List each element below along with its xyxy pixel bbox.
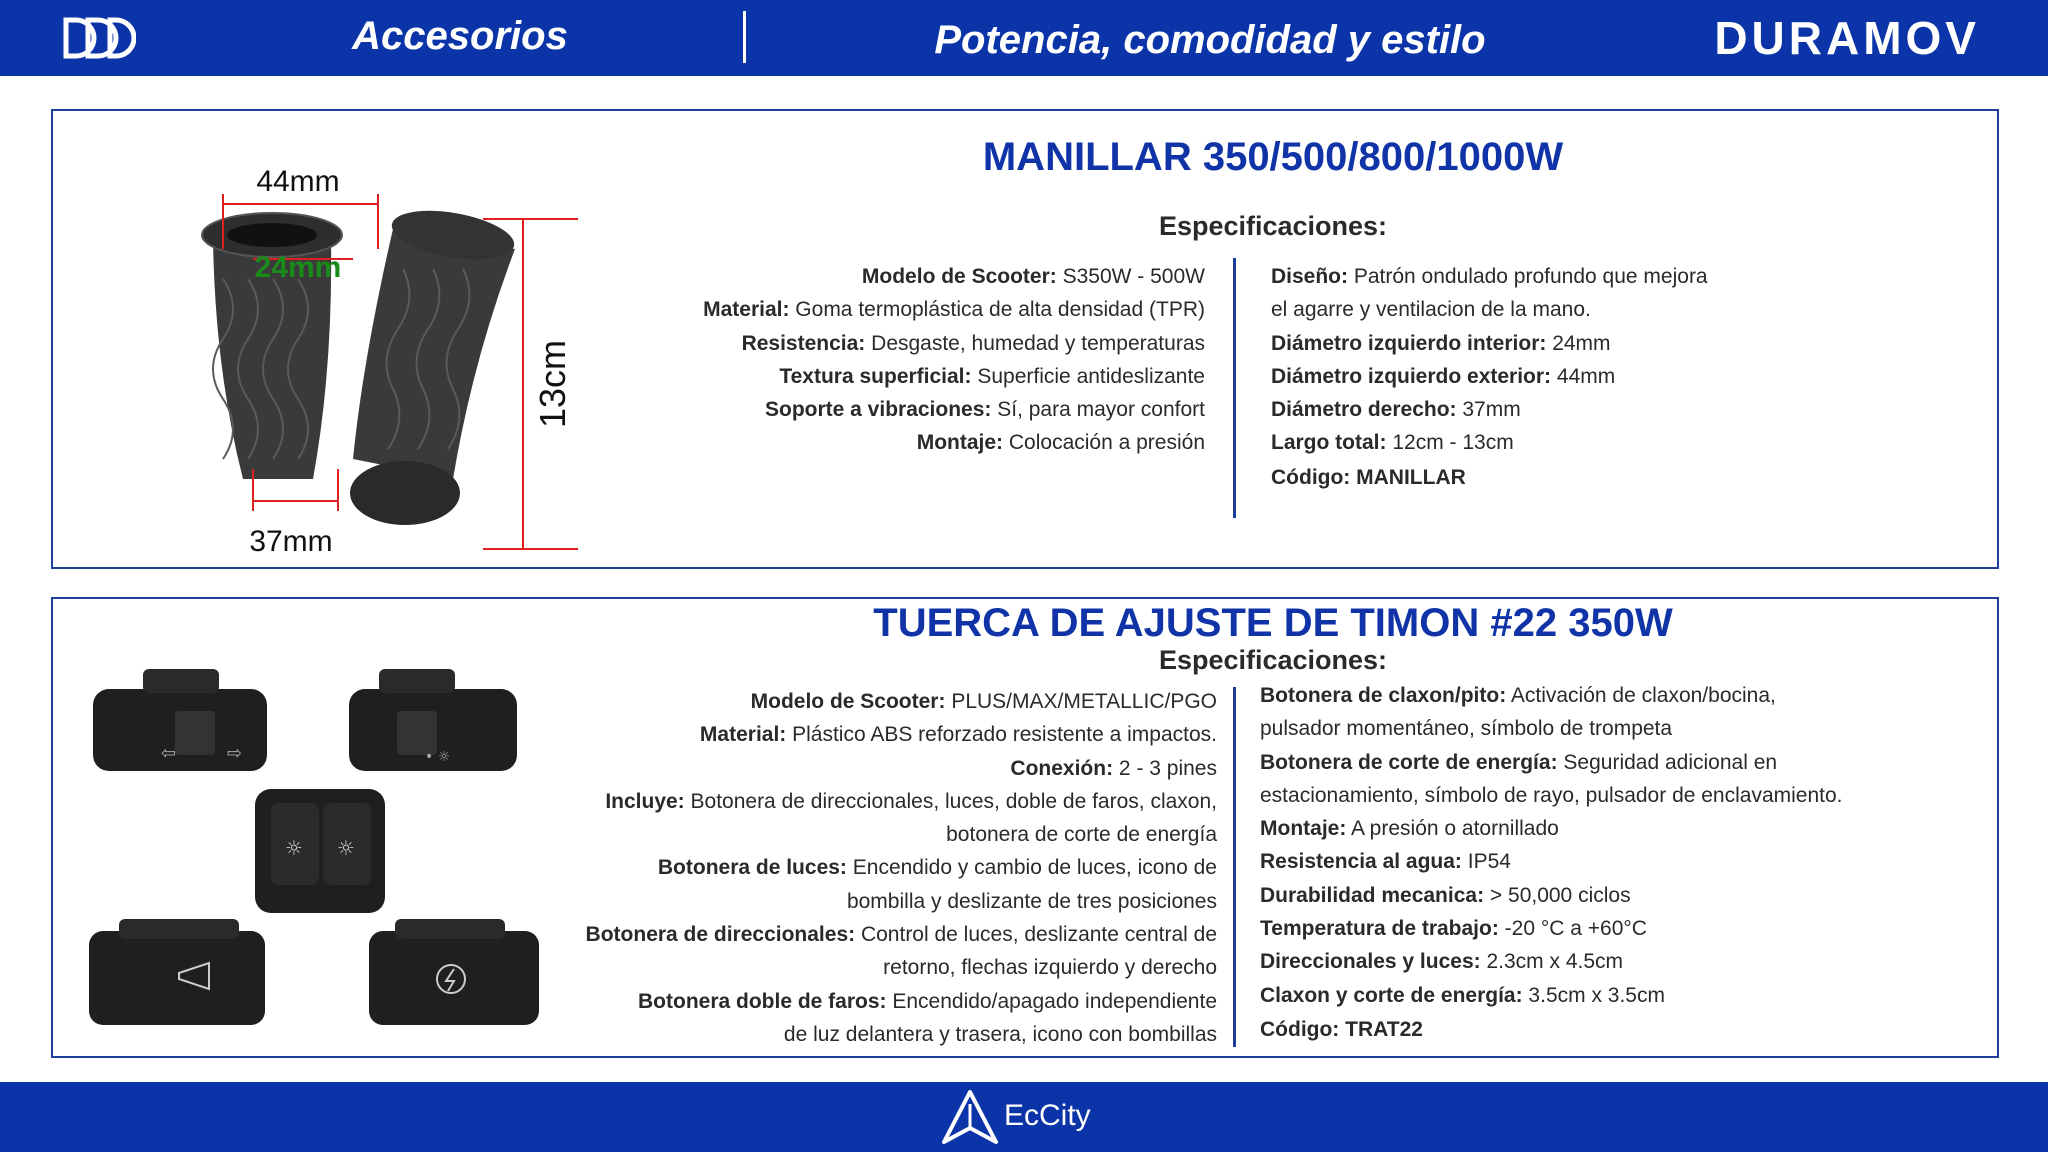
spec-row: Montaje: Colocación a presión (916, 431, 1205, 455)
top-bar (0, 0, 2048, 76)
product-card-tuerca (51, 597, 1999, 1058)
switch-panels-image (79, 669, 559, 1039)
spec-row: botonera de corte de energía (946, 823, 1217, 847)
spec-heading: Especificaciones: (1158, 645, 1388, 675)
spec-row: Botonera de corte de energía: Seguridad adicional en (1260, 750, 1778, 774)
spec-row: Botonera de luces: Encendido y cambio de luces, icono de (657, 856, 1217, 880)
spec-row: Material: Plástico ABS reforzado resistente a impactos. (699, 723, 1217, 747)
spec-row: Temperatura de trabajo: -20 °C a +60°C (1260, 917, 1647, 941)
svg-text:☼: ☼ (285, 836, 303, 860)
spec-row: Resistencia: Desgaste, humedad y temperaturas (741, 331, 1205, 355)
spec-row: Durabilidad mecanica: > 50,000 ciclos (1260, 883, 1631, 907)
spec-row: Textura superficial: Superficie antideslizante (779, 364, 1205, 388)
spec-row: el agarre y ventilacion de la mano. (1271, 298, 1591, 322)
dim-label-bottom: 37mm (249, 525, 333, 558)
spec-row: de luz delantera y trasera, icono con bombillas (783, 1022, 1217, 1046)
spec-row: Diseño: Patrón ondulado profundo que mejora (1271, 265, 1708, 288)
header-tagline: Potencia, comodidad y estilo (934, 18, 1486, 62)
ddd-logo-icon (60, 14, 136, 62)
header-divider (743, 11, 746, 63)
spec-row: estacionamiento, símbolo de rayo, pulsador de enclavamiento. (1260, 783, 1843, 807)
spec-row: Diámetro izquierdo interior: 24mm (1271, 331, 1611, 355)
dim-label-top: 44mm (256, 165, 340, 198)
spec-row: Montaje: A presión o atornillado (1260, 817, 1559, 841)
horn-switch-icon (89, 919, 265, 1025)
spec-row: Diámetro izquierdo exterior: 44mm (1271, 364, 1616, 388)
turn-signal-switch-icon (93, 669, 267, 771)
svg-text:• ☼: • ☼ (425, 749, 451, 765)
spec-row: Botonera doble de faros: Encendido/apagado independiente (638, 989, 1217, 1013)
spec-row: Resistencia al agua: IP54 (1260, 850, 1511, 874)
spec-list-left (493, 685, 1217, 1051)
product-title: MANILLAR 350/500/800/1000W (982, 135, 1564, 179)
product-card-manillar (51, 109, 1999, 569)
footer-bar (0, 1082, 2048, 1152)
spec-list-right (1271, 260, 1971, 490)
spec-row: Botonera de direccionales: Control de luces, deslizante central de (585, 923, 1217, 947)
spec-row: bombilla y deslizante de tres posiciones (846, 889, 1217, 913)
section-title: Accesorios (352, 14, 568, 58)
svg-text:⇨: ⇨ (227, 743, 243, 764)
svg-text:⇦: ⇦ (161, 743, 177, 764)
spec-row: pulsador momentáneo, símbolo de trompeta (1260, 717, 1673, 741)
double-headlight-switch-icon (255, 789, 385, 913)
spec-row: Modelo de Scooter: PLUS/MAX/METALLIC/PGO (750, 690, 1217, 713)
spec-heading: Especificaciones: (1158, 211, 1388, 241)
product-title: TUERCA DE AJUSTE DE TIMON #22 350W (873, 601, 1673, 645)
spec-row: Diámetro derecho: 37mm (1271, 398, 1521, 422)
brand-logo: DURAMOV (1714, 12, 1980, 64)
handlebar-grips-image (153, 139, 593, 559)
svg-text:☼: ☼ (337, 836, 355, 860)
lights-switch-icon (349, 669, 517, 771)
spec-row: Claxon y corte de energía: 3.5cm x 3.5cm (1260, 983, 1665, 1007)
footer-brand: EcCity (1004, 1099, 1091, 1132)
spec-list-left (553, 260, 1205, 460)
spec-list-right (1260, 679, 1990, 1042)
product-code: Código: MANILLAR (1271, 465, 1466, 489)
spec-divider (1233, 687, 1236, 1047)
spec-row: Material: Goma termoplástica de alta densidad (TPR) (703, 298, 1205, 322)
spec-row: Botonera de claxon/pito: Activación de claxon/bocina, (1260, 684, 1776, 707)
product-code: Código: TRAT22 (1260, 1017, 1423, 1041)
spec-row: Conexión: 2 - 3 pines (1010, 756, 1217, 780)
spec-row: Largo total: 12cm - 13cm (1271, 431, 1514, 455)
spec-row: Soporte a vibraciones: Sí, para mayor confort (765, 398, 1205, 422)
eccity-logo-icon (940, 1088, 1000, 1146)
spec-row: retorno, flechas izquierdo y derecho (883, 956, 1217, 980)
spec-row: Direccionales y luces: 2.3cm x 4.5cm (1260, 950, 1624, 974)
spec-row: Modelo de Scooter: S350W - 500W (861, 265, 1205, 288)
spec-row: Incluye: Botonera de direccionales, luces, doble de faros, claxon, (605, 789, 1217, 813)
spec-divider (1233, 258, 1236, 518)
dim-label-height: 13cm (532, 339, 573, 429)
dim-label-inner: 24mm (254, 251, 342, 284)
